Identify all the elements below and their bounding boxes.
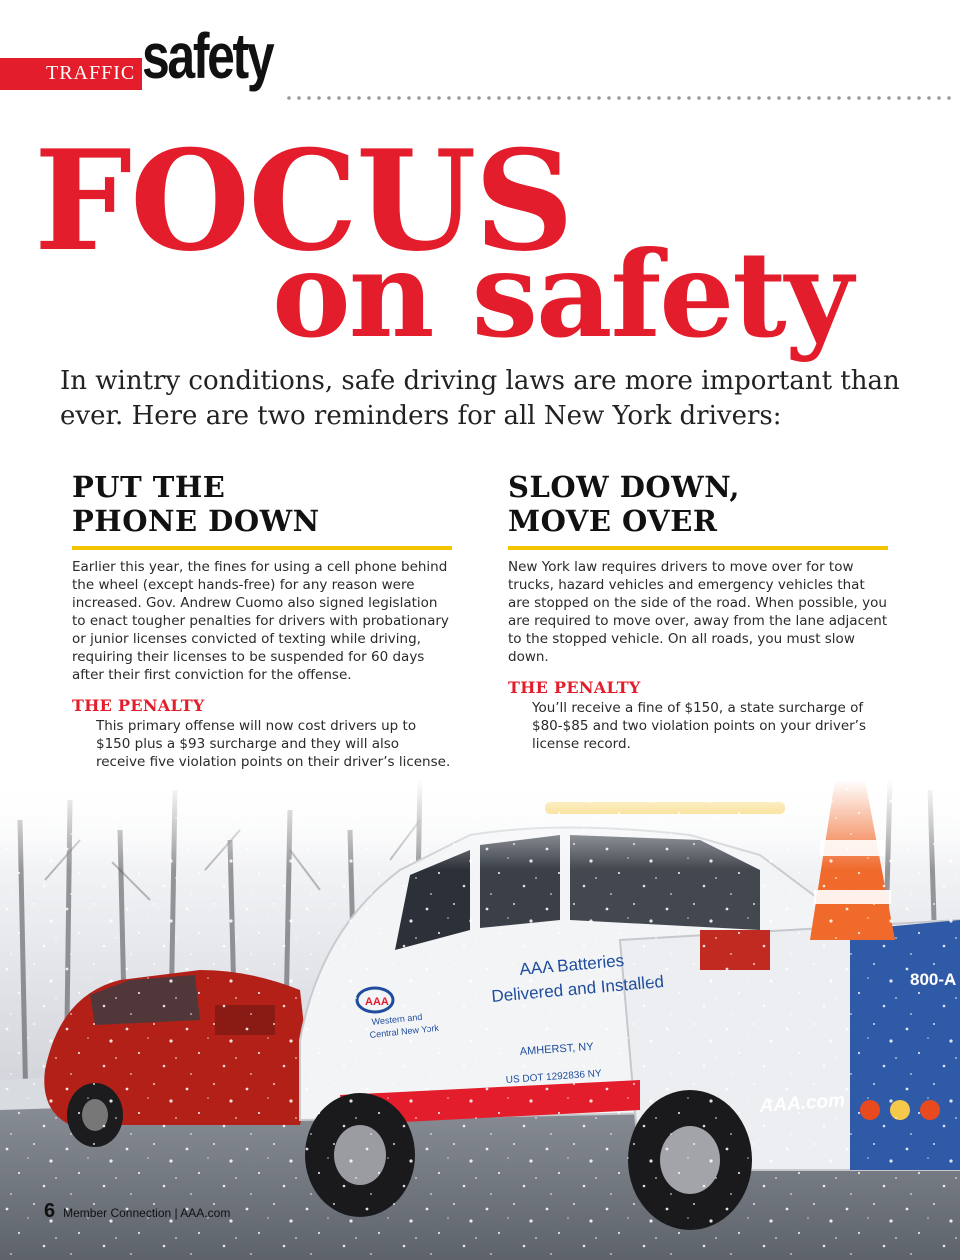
penalty-text: This primary offense will now cost drivers up to $150 plus a $93 surcharge and they will also receive five violation points on their driver’s license. xyxy=(96,718,451,770)
yellow-rule xyxy=(508,546,888,550)
publication-name: Member Connection | AAA.com xyxy=(63,1206,231,1220)
yellow-rule xyxy=(72,546,452,550)
section-label: TRAFFIC xyxy=(46,62,136,84)
column-heading xyxy=(508,470,888,538)
penalty-label: THE PENALTY xyxy=(72,696,205,715)
tow-truck-photo xyxy=(0,780,960,1260)
column-body: New York law requires drivers to move over for tow trucks, hazard vehicles and emergency vehicles that are stopped on the side of the road. When possible, you are required to move over, away from the lane adjacent to the stopped vehicle. On all roads, you must slow down. xyxy=(508,559,888,665)
headline-line-1: FOCUS xyxy=(34,119,573,282)
penalty-label: THE PENALTY xyxy=(508,678,641,697)
heading-line-2: PHONE DOWN xyxy=(72,504,320,538)
column-body: Earlier this year, the fines for using a cell phone behind the wheel (except hands-free) for any reason were increased. Gov. Andrew Cuomo also signed legislation to enact tougher penalties for drivers with probationary or junior licenses convicted of texting while driving, requiring their licenses to be suspended for 60 days after their first conviction for the offense. xyxy=(72,559,449,683)
section-word: safety xyxy=(142,20,273,92)
headline-line-2: on safety xyxy=(272,225,852,364)
penalty-text: You’ll receive a fine of $150, a state surcharge of $80-$85 and two violation points on your driver’s license record. xyxy=(532,700,866,752)
heading-line-1: PUT THE xyxy=(72,470,226,504)
column-heading xyxy=(72,470,452,538)
intro-paragraph: In wintry conditions, safe driving laws are more important than ever. Here are two reminders for all New York drivers: xyxy=(60,366,900,431)
heading-line-1: SLOW DOWN, xyxy=(508,470,740,504)
heading-line-2: MOVE OVER xyxy=(508,504,718,538)
page-number: 6 xyxy=(44,1200,56,1222)
article-column-phone xyxy=(72,470,452,771)
article-column-move-over xyxy=(508,470,888,753)
page-footer xyxy=(44,1200,230,1223)
dotted-divider xyxy=(284,96,954,100)
